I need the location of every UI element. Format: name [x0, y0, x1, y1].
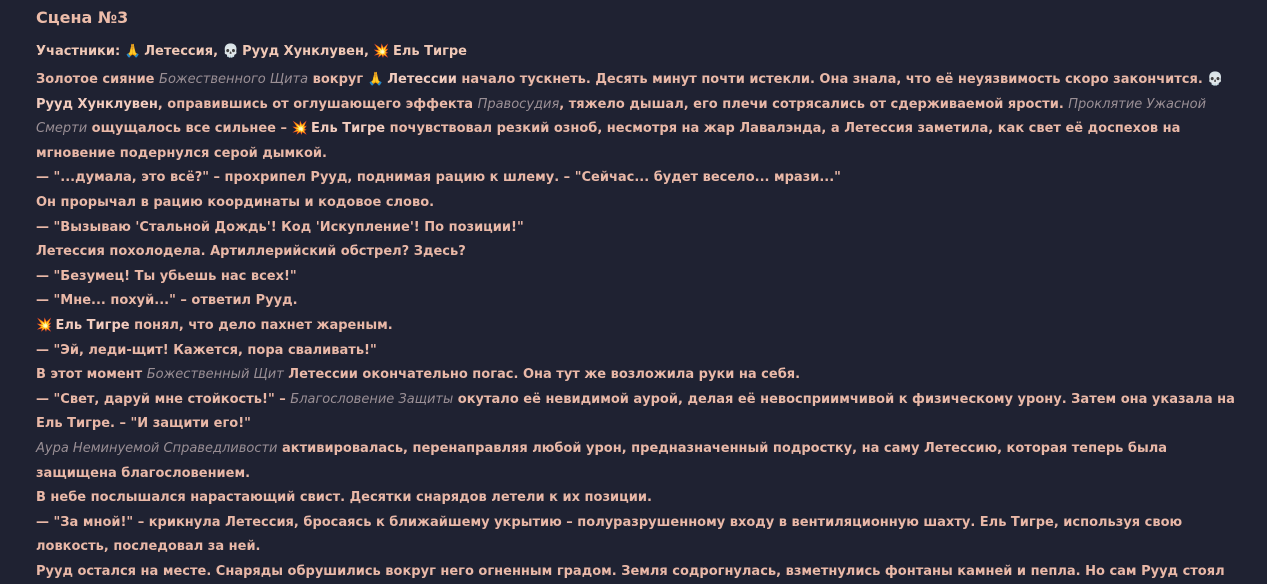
story-paragraph [36, 240, 1247, 265]
story-paragraph [36, 486, 1247, 511]
story-paragraph [36, 363, 1247, 388]
story-paragraph [36, 265, 1247, 290]
pray-icon: 🙏 [124, 44, 141, 59]
story-text-segment: почувствовал резкий озноб, несмотря на жар Лавалэнда, а Летессия заметила, как свет её доспехов на мгновение подернулся серой дымкой. [36, 121, 1181, 161]
ability-name: Благословение Защиты [290, 391, 454, 407]
story-paragraph [36, 437, 1247, 486]
participant-name: Летессия [144, 44, 214, 59]
ability-name: Божественный Щит [146, 367, 284, 383]
story-text-segment: — "Вызываю 'Стальной Дождь'! Код 'Искупление'! По позиции!" [36, 219, 524, 235]
story-paragraph [36, 166, 1247, 191]
ability-name: Аура Неминуемой Справедливости [36, 440, 278, 456]
pray-icon: 🙏 [367, 72, 384, 87]
character-name: Летессии [387, 72, 457, 87]
explosion-icon: 💥 [291, 121, 308, 137]
story-text-segment: ощущалось все сильнее – [87, 121, 292, 137]
story-paragraph [36, 191, 1247, 216]
story-paragraph [36, 314, 1247, 339]
character-name: Рууд Хунклувен [36, 96, 158, 112]
story-text-segment: Летессия похолодела. Артиллерийский обстрел? Здесь? [36, 244, 466, 260]
story-paragraph [36, 216, 1247, 241]
story-text-segment: В небе послышался нарастающий свист. Десятки снарядов летели к их позиции. [36, 490, 652, 506]
story-text-segment: , оправившись от оглушающего эффекта [157, 96, 478, 112]
story-text-segment: вокруг [308, 72, 368, 87]
story-text-segment: — "Свет, даруй мне стойкость!" – [36, 391, 291, 407]
story-text-segment: Рууд остался на месте. Снаряды обрушились вокруг него огненным градом. Земля содрогнулась, взметнулись фонтаны камней и пепла. Но сам Рууд стоял [36, 563, 1225, 579]
story-paragraph [36, 289, 1247, 314]
story-text-segment: — "Эй, леди-щит! Кажется, пора сваливать!" [36, 342, 377, 358]
story-text-segment: — "Безумец! Ты убьешь нас всех!" [36, 268, 297, 284]
story-text-segment: — "Мне... похуй..." – ответил Рууд. [36, 293, 298, 309]
ability-name: Божественного Щита [159, 72, 309, 87]
explosion-icon: 💥 [373, 44, 390, 59]
participant-name: Ель Тигре [392, 44, 467, 59]
character-name: Ель Тигре [55, 317, 130, 333]
story-text-segment: — "...думала, это всё?" – прохрипел Рууд, поднимая рацию к шлему. – "Сейчас... будет весело... мрази..." [36, 170, 841, 186]
story-paragraph [36, 339, 1247, 364]
explosion-icon: 💥 [36, 317, 53, 333]
character-name: Ель Тигре [311, 121, 386, 137]
participant-name: Рууд Хунклувен [242, 44, 364, 59]
participants-label: Участники: [36, 44, 121, 59]
story-text-segment: , тяжело дышал, его плечи сотрясались от сдерживаемой ярости. [559, 96, 1069, 112]
story-text-segment: Он прорычал в рацию координаты и кодовое слово. [36, 194, 435, 210]
story-text-segment: В этот момент [36, 367, 147, 383]
participants-list: 🙏 Летессия, 💀 Рууд Хунклувен, 💥 Ель Тигре [125, 44, 467, 59]
story-paragraph [36, 560, 1247, 584]
story-text-segment: понял, что дело пахнет жареным. [129, 317, 393, 333]
story-text [36, 68, 1247, 584]
skull-icon: 💀 [222, 44, 239, 59]
story-text-segment: начало тускнеть. Десять минут почти истекли. Она знала, что её неуязвимость скоро закончится. [456, 72, 1208, 87]
ability-name: Правосудия [477, 96, 560, 112]
story-paragraph [36, 388, 1247, 437]
story-text-segment: окутало её невидимой аурой, делая её невосприимчивой к физическому урону. Затем она указала на Ель Тигре. – "И защити его!" [36, 391, 1235, 432]
story-text-segment: — "За мной!" – крикнула Летессия, бросаясь к ближайшему укрытию – полуразрушенному входу в вентиляционную шахту. Ель Тигре, используя свою ловкость, последовал за ней. [36, 514, 1183, 555]
story-text-segment: Золотое сияние [36, 72, 160, 87]
story-paragraph [36, 511, 1247, 560]
scene-title: Сцена №3 [36, 8, 129, 27]
ability-name: Проклятие Ужасной Смерти [36, 96, 1207, 137]
story-paragraph [36, 68, 1247, 166]
story-text-segment: активировалась, перенаправляя любой урон, предназначенный подростку, на саму Летессию, которая теперь была защищена благословением. [36, 440, 1168, 481]
participants-line [36, 42, 1247, 62]
story-text-segment: Летессии окончательно погас. Она тут же возложила руки на себя. [283, 367, 801, 383]
skull-icon: 💀 [1207, 72, 1224, 87]
